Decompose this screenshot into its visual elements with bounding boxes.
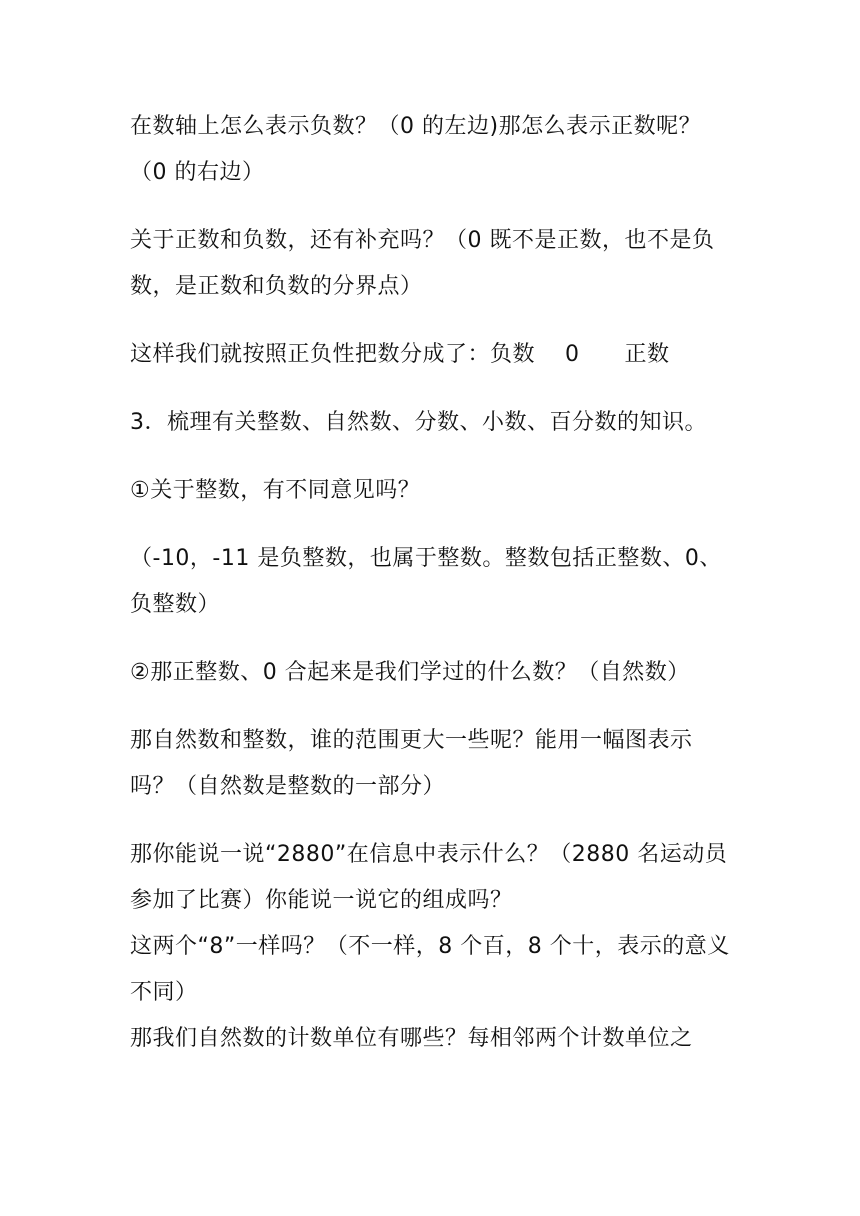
paragraph-eight-question: 这两个“8”一样吗？（不一样，8 个百，8 个十，表示的意义不同）	[130, 934, 730, 1005]
paragraph-range-question: 那自然数和整数，谁的范围更大一些呢？能用一幅图表示吗？（自然数是整数的一部分）	[130, 728, 693, 799]
paragraph-natural-number-question: ②那正整数、0 合起来是我们学过的什么数？（自然数）	[130, 660, 690, 685]
paragraph-number-line: 在数轴上怎么表示负数？（0 的左边)那怎么表示正数呢？（0 的右边）	[130, 114, 702, 185]
paragraph-integer-question: ①关于整数，有不同意见吗？	[130, 478, 421, 503]
paragraph-classification: 这样我们就按照正负性把数分成了：负数 0 正数	[130, 342, 670, 367]
paragraph-section-3: 3．梳理有关整数、自然数、分数、小数、百分数的知识。	[130, 410, 707, 435]
paragraph-zero-boundary: 关于正数和负数，还有补充吗？（0 既不是正数，也不是负数，是正数和负数的分界点）	[130, 228, 715, 299]
document-body	[130, 104, 730, 1062]
paragraph-2880-question: 那你能说一说“2880”在信息中表示什么？（2880 名运动员参加了比赛）你能说一说它的组成吗？	[130, 842, 728, 913]
paragraph-integer-answer: （-10，-11 是负整数，也属于整数。整数包括正整数、0、负整数）	[130, 546, 722, 617]
paragraph-counting-units: 那我们自然数的计数单位有哪些？每相邻两个计数单位之	[130, 1026, 693, 1051]
